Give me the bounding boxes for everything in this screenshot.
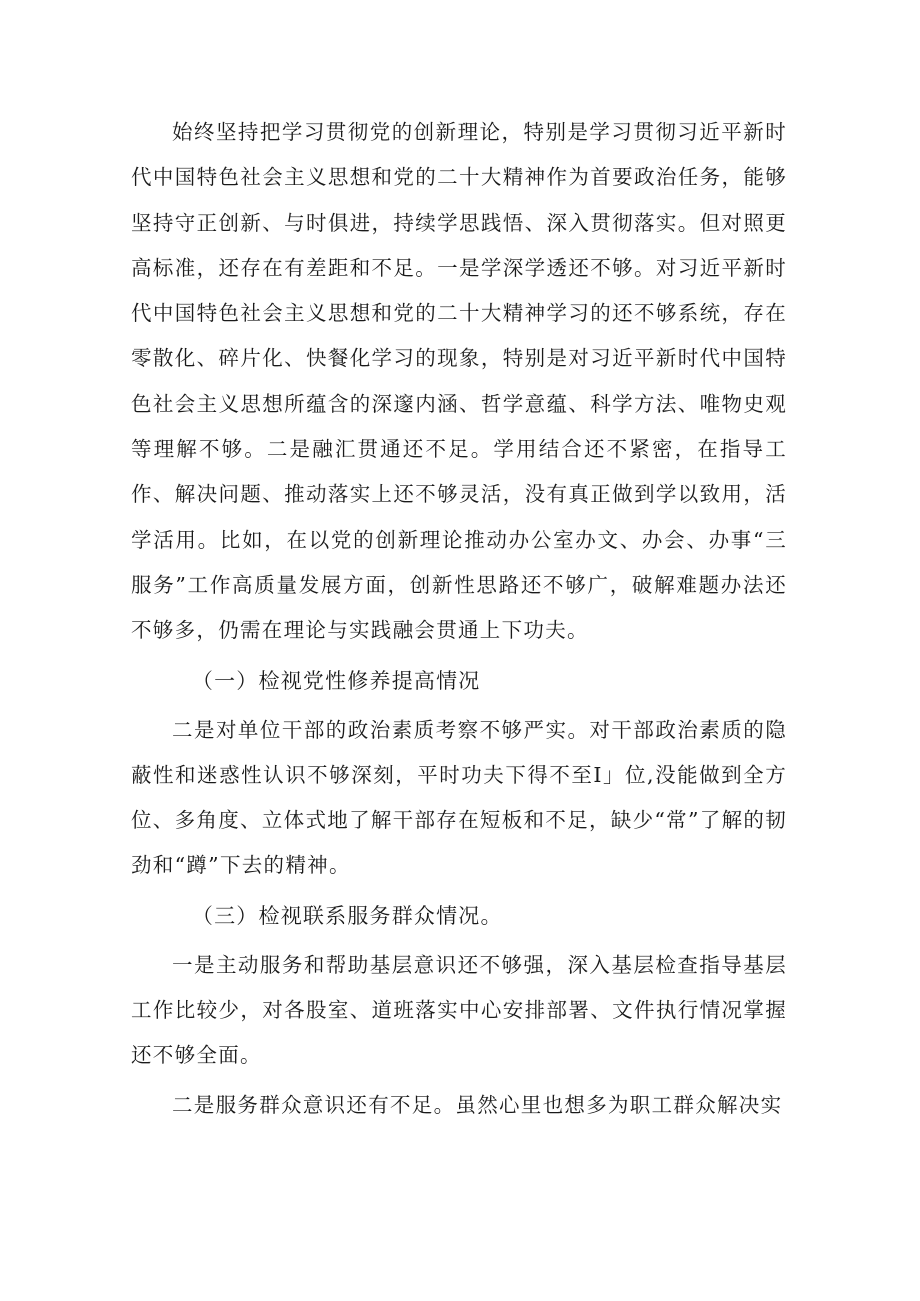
paragraph-service-awareness: 二是服务群众意识还有不足。虽然心里也想多为职工群众解决实 [172, 1092, 783, 1117]
paragraph-cadre-review: 二是对单位干部的政治素质考察不够严实。对干部政治素质的隐蔽性和迷惑性认识不够深刻，平时功夫下得不至I」位,没能做到全方位、多角度、立体式地了解干部存在短板和不足，缺少“常”了解的韧劲和“蹲”下去的精神。 [131, 717, 787, 878]
document-body [131, 110, 787, 1128]
paragraph-theory-study: 始终坚持把学习贯彻党的创新理论，特别是学习贯彻习近平新时代中国特色社会主义思想和党的二十大精神作为首要政治任务，能够坚持守正创新、与时俱进，持续学思践悟、深入贯彻落实。但对照更高标准，还存在有差距和不足。一是学深学透还不够。对习近平新时代中国特色社会主义思想和党的二十大精神学习的还不够系统，存在零散化、碎片化、快餐化学习的现象，特别是对习近平新时代中国特色社会主义思想所蕴含的深邃内涵、哲学意蕴、科学方法、唯物史观等理解不够。二是融汇贯通还不足。学用结合还不紧密，在指导工作、解决问题、推动落实上还不够灵活，没有真正做到学以致用，活学活用。比如，在以党的创新理论推动办公室办文、办会、办事“三服务”工作高质量发展方面，创新性思路还不够广，破解难题办法还不够多，仍需在理论与实践融会贯通上下功夫。 [131, 120, 787, 643]
paragraph-grassroots-service: 一是主动服务和帮助基层意识还不够强，深入基层检查指导基层工作比较少，对各股室、道班落实中心安排部署、文件执行情况掌握还不够全面。 [131, 952, 787, 1068]
section-heading-serve-masses: （三）检视联系服务群众情况。 [191, 903, 503, 928]
section-heading-party-spirit: （一）检视党性修养提高情况 [191, 668, 481, 693]
